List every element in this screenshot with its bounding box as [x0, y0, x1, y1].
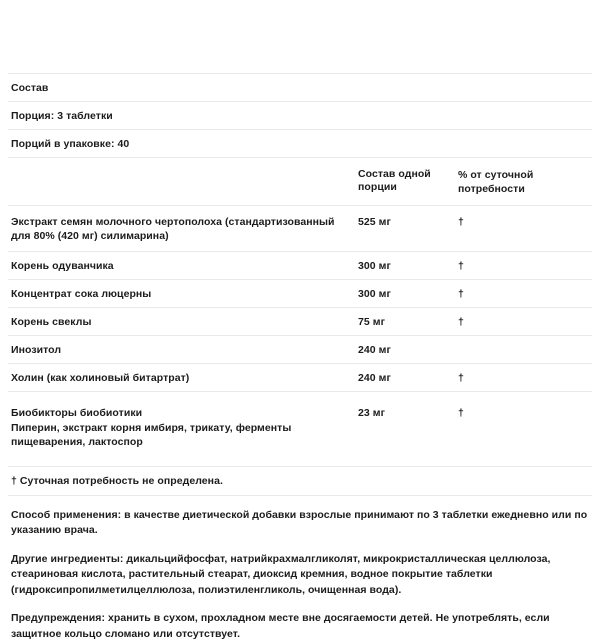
ingredient-name: Концентрат сока люцерны [11, 287, 358, 301]
table-row [8, 252, 592, 279]
blend-amount: 23 мг [358, 406, 458, 420]
blend-daily-value: † [458, 406, 592, 420]
ingredient-name: Холин (как холиновый битартрат) [11, 371, 358, 385]
table-row [8, 336, 592, 363]
blend-name-group [11, 406, 358, 450]
ingredient-amount: 300 мг [358, 287, 458, 301]
column-header-daily-value: % от суточной потребности [458, 168, 592, 196]
ingredient-daily-value: † [458, 215, 592, 229]
ingredient-daily-value: † [458, 287, 592, 301]
ingredient-amount: 240 мг [358, 371, 458, 385]
ingredient-name: Инозитол [11, 343, 358, 357]
ingredient-name: Экстракт семян молочного чертополоха (стандартизованный для 80% (420 мг) силимарина) [11, 215, 358, 243]
ingredient-amount: 525 мг [358, 215, 458, 229]
directions-paragraph: Способ применения: в качестве диетической добавки взрослые принимают по 3 таблетки ежедневно или по указанию врача. [11, 508, 592, 539]
table-row-servings-per-container [8, 130, 592, 157]
table-row [8, 206, 592, 251]
footnote-text: † Суточная потребность не определена. [11, 474, 358, 488]
ingredient-amount: 300 мг [358, 259, 458, 273]
servings-per-container-label: Порций в упаковке: 40 [11, 137, 358, 151]
column-header-amount-per-serving: Состав одной порции [358, 168, 458, 193]
warnings-paragraph: Предупреждения: хранить в сухом, прохладном месте вне досягаемости детей. Не употреблять, если защитное кольцо сломано или отсутствует. [11, 611, 592, 642]
ingredient-name: Корень свеклы [11, 315, 358, 329]
table-row [8, 308, 592, 335]
table-row [8, 364, 592, 391]
table-row-footnote [8, 467, 592, 495]
panel-title: Состав [11, 81, 358, 95]
ingredient-daily-value: † [458, 371, 592, 385]
table-header-row [8, 158, 592, 205]
table-row-serving-size [8, 102, 592, 129]
table-row [8, 280, 592, 307]
ingredient-daily-value: † [458, 315, 592, 329]
other-ingredients-paragraph: Другие ингредиенты: дикальцийфосфат, натрийкрахмалгликолят, микрокристаллическая целлюлоза, стеариновая кислота, растительный стеарат, диоксид кремния, водное покрытие таблетки (гидроксипропилметилцеллюлоза, полиэтиленгликоль, очищенная вода). [11, 552, 592, 599]
ingredient-daily-value: † [458, 259, 592, 273]
blend-ingredients: Пиперин, экстракт корня имбиря, трикату, ферменты пищеварения, лактоспор [11, 421, 350, 450]
ingredient-name: Корень одуванчика [11, 259, 358, 273]
info-paragraphs [8, 496, 592, 642]
table-row-proprietary-blend [8, 392, 592, 466]
ingredient-amount: 75 мг [358, 315, 458, 329]
ingredient-amount: 240 мг [358, 343, 458, 357]
table-row-title [8, 74, 592, 101]
serving-size-label: Порция: 3 таблетки [11, 109, 358, 123]
blend-title: Биобикторы биобиотики [11, 406, 350, 421]
supplement-facts-table [8, 0, 592, 496]
